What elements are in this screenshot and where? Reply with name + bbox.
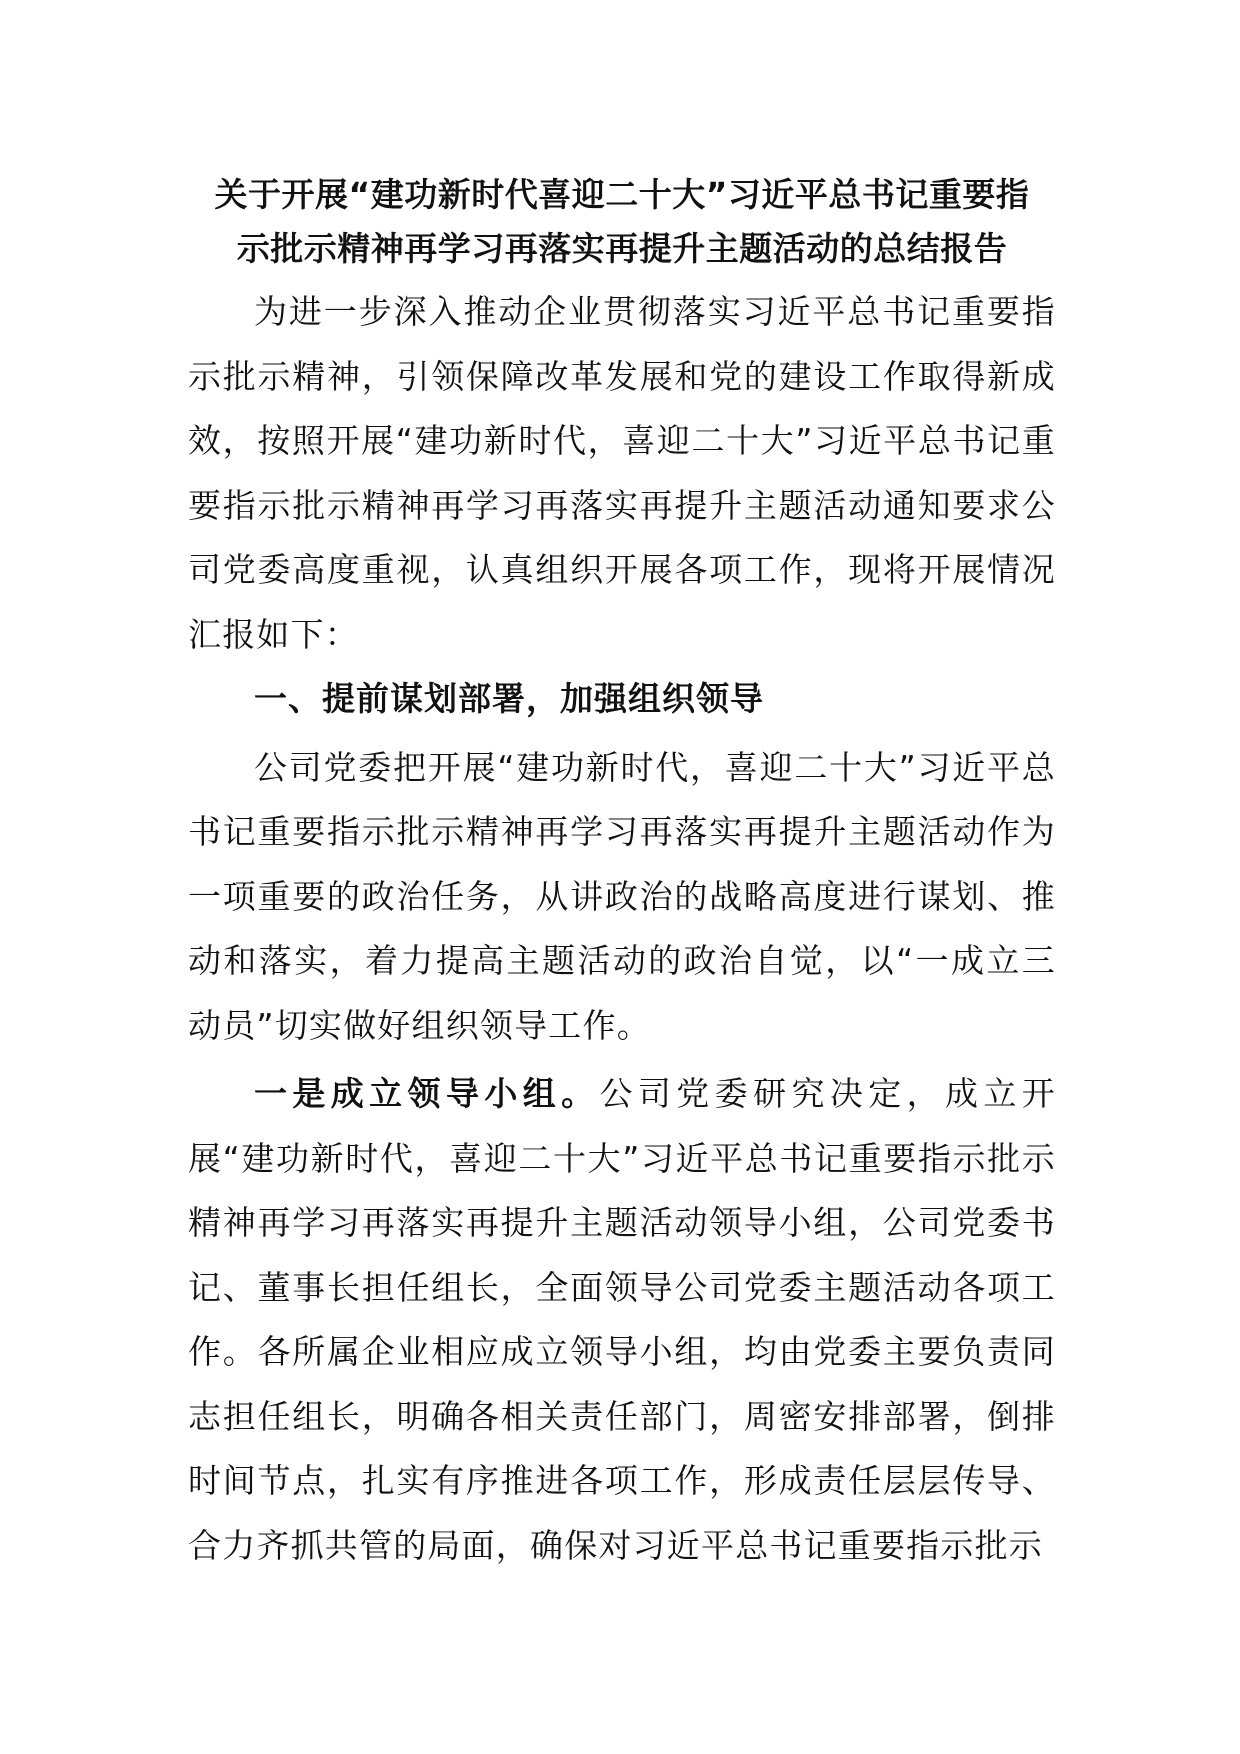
document-title [188,168,1056,276]
section-1-heading: 一、提前谋划部署，加强组织领导 [254,679,764,718]
intro-paragraph: 为进一步深入推动企业贯彻落实习近平总书记重要指示批示精神，引领保障改革发展和党的建设工作取得新成效，按照开展“建功新时代，喜迎二十大”习近平总书记重要指示批示精神再学习再落实再提升主题活动通知要求公司党委高度重视，认真组织开展各项工作，现将开展情况汇报如下： [188,292,1056,654]
title-line-1: 关于开展“建功新时代喜迎二十大”习近平总书记重要指 [214,175,1030,214]
document-page [188,168,1056,1578]
item-1-paragraph [188,1062,1056,1578]
section-1-paragraph: 公司党委把开展“建功新时代，喜迎二十大”习近平总书记重要指示批示精神再学习再落实再提升主题活动作为一项重要的政治任务，从讲政治的战略高度进行谋划、推动和落实，着力提高主题活动的政治自觉，以“一成立三动员”切实做好组织领导工作。 [188,747,1056,1045]
item-1-body: 公司党委研究决定，成立开展“建功新时代，喜迎二十大”习近平总书记重要指示批示精神再学习再落实再提升主题活动领导小组，公司党委书记、董事长担任组长，全面领导公司党委主题活动各项工作。各所属企业相应成立领导小组，均由党委主要负责同志担任组长，明确各相关责任部门，周密安排部署，倒排时间节点，扎实有序推进各项工作，形成责任层层传导、合力齐抓共管的局面，确保对习近平总书记重要指示批示 [188,1074,1056,1565]
title-line-2: 示批示精神再学习再落实再提升主题活动的总结报告 [236,229,1008,268]
item-1-lead: 一是成立领导小组。 [254,1074,600,1113]
